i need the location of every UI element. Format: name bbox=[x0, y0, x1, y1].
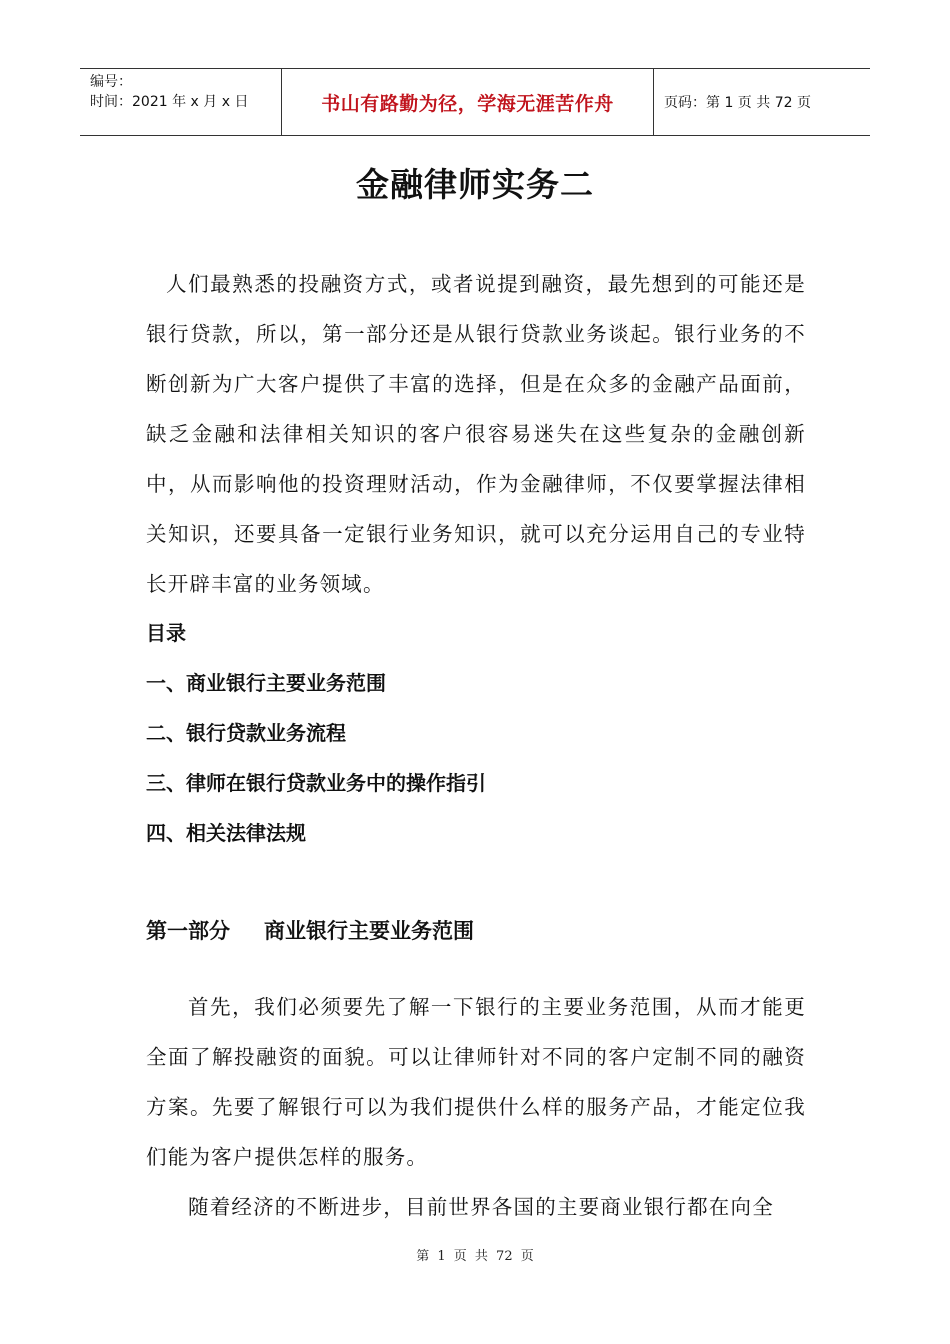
section-paragraph: 首先，我们必须要先了解一下银行的主要业务范围，从而才能更全面了解投融资的面貌。可以让律师针对不同的客户定制不同的融资方案。先要了解银行可以为我们提供什么样的服务产品，才能定位我们能为客户提供怎样的服务。 bbox=[146, 995, 806, 1169]
toc-item: 四、相关法律法规 bbox=[146, 821, 306, 845]
document-title: 金融律师实务二 bbox=[356, 165, 594, 204]
section-part-label: 第一部分 bbox=[146, 918, 230, 943]
section-heading bbox=[146, 906, 474, 956]
header-meta bbox=[80, 69, 282, 135]
toc-item: 二、银行贷款业务流程 bbox=[146, 721, 346, 745]
section-title-text: 商业银行主要业务范围 bbox=[264, 918, 474, 943]
page-footer: 第 1 页 共 72 页 bbox=[416, 1249, 534, 1264]
header-time-label: 时间：2021 年 x 月 x 日 bbox=[90, 94, 249, 110]
section-paragraph: 随着经济的不断进步，目前世界各国的主要商业银行都在向全 bbox=[188, 1195, 774, 1219]
intro-paragraph: 人们最熟悉的投融资方式，或者说提到融资，最先想到的可能还是银行贷款，所以，第一部分还是从银行贷款业务谈起。银行业务的不断创新为广大客户提供了丰富的选择，但是在众多的金融产品面前，缺乏金融和法律相关知识的客户很容易迷失在这些复杂的金融创新中，从而影响他的投资理财活动，作为金融律师，不仅要掌握法律相关知识，还要具备一定银行业务知识，就可以充分运用自己的专业特长开辟丰富的业务领域。 bbox=[146, 272, 806, 596]
toc-item: 三、律师在银行贷款业务中的操作指引 bbox=[146, 771, 486, 795]
toc-heading: 目录 bbox=[146, 621, 186, 645]
page-header bbox=[80, 68, 870, 136]
header-page-info: 页码：第 1 页 共 72 页 bbox=[664, 95, 811, 111]
toc-item: 一、商业银行主要业务范围 bbox=[146, 671, 386, 695]
header-motto: 书山有路勤为径，学海无涯苦作舟 bbox=[282, 69, 654, 135]
header-number-label: 编号： bbox=[90, 74, 132, 90]
